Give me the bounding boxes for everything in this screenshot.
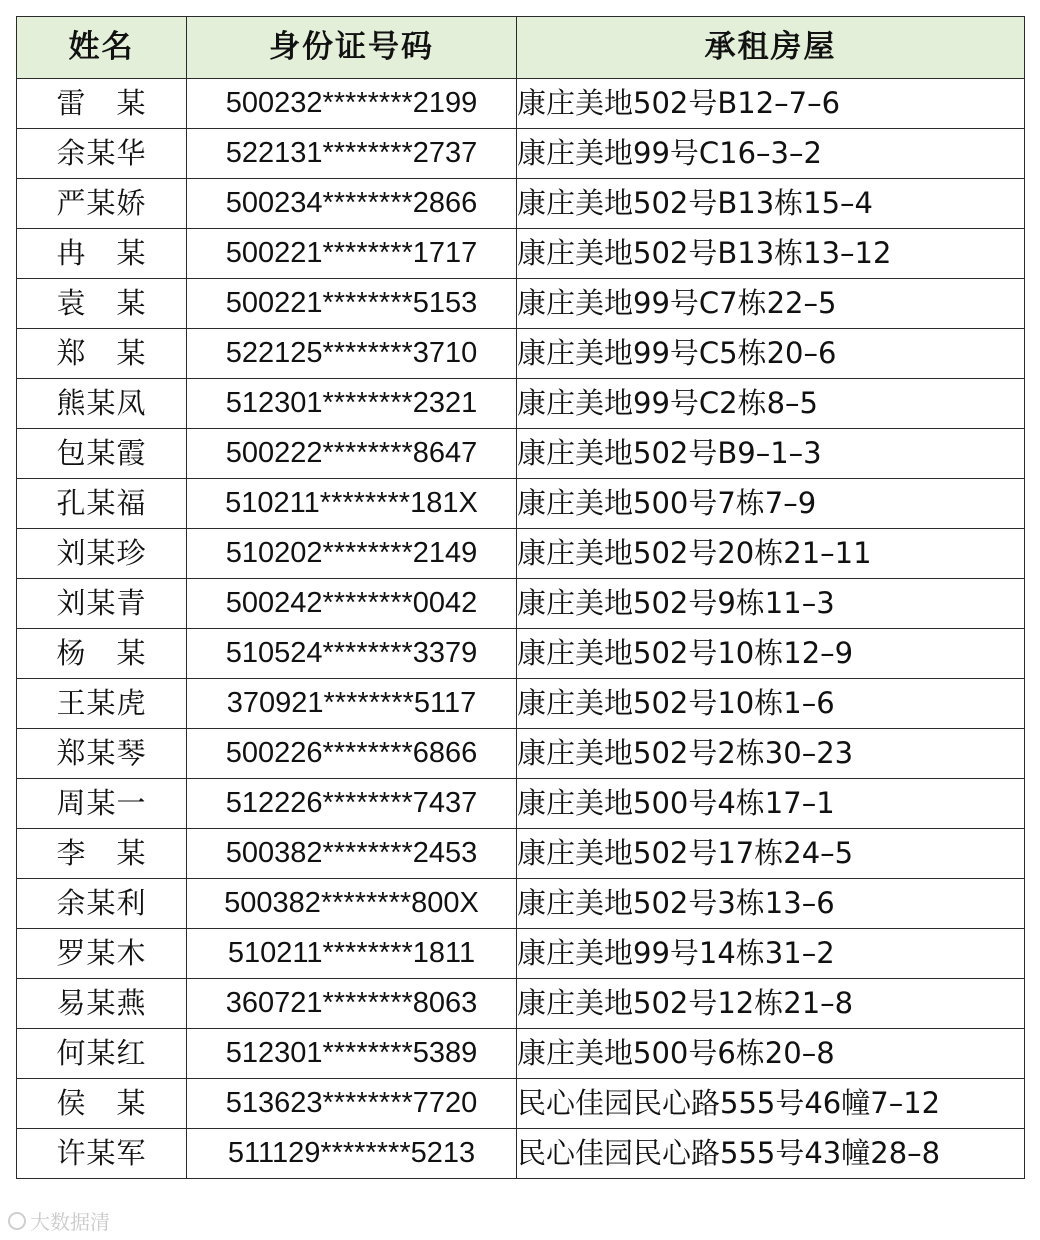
cell-id-number: 510211********1811 <box>187 929 517 979</box>
table-row <box>17 779 1025 829</box>
table-row <box>17 679 1025 729</box>
cell-id-number: 500221********5153 <box>187 279 517 329</box>
table-row <box>17 729 1025 779</box>
table-row <box>17 1129 1025 1179</box>
cell-name: 王某虎 <box>17 679 187 729</box>
table-row <box>17 379 1025 429</box>
table-row <box>17 1079 1025 1129</box>
table-row <box>17 929 1025 979</box>
cell-rented-house: 康庄美地502号10栋12–9 <box>517 629 1025 679</box>
cell-rented-house: 民心佳园民心路555号46幢7–12 <box>517 1079 1025 1129</box>
cell-rented-house: 康庄美地500号7栋7–9 <box>517 479 1025 529</box>
table-row <box>17 629 1025 679</box>
cell-rented-house: 康庄美地500号4栋17–1 <box>517 779 1025 829</box>
cell-name: 刘某珍 <box>17 529 187 579</box>
cell-id-number: 500382********2453 <box>187 829 517 879</box>
cell-id-number: 500222********8647 <box>187 429 517 479</box>
cell-name: 易某燕 <box>17 979 187 1029</box>
cell-name: 冉 某 <box>17 229 187 279</box>
cell-rented-house: 康庄美地502号B13栋13–12 <box>517 229 1025 279</box>
cell-name: 罗某木 <box>17 929 187 979</box>
header-rented-house: 承租房屋 <box>517 17 1025 79</box>
cell-name: 李 某 <box>17 829 187 879</box>
cell-name: 郑某琴 <box>17 729 187 779</box>
tenant-table-container <box>16 16 1024 1179</box>
cell-name: 周某一 <box>17 779 187 829</box>
table-header-row <box>17 17 1025 79</box>
cell-name: 余某利 <box>17 879 187 929</box>
table-row <box>17 429 1025 479</box>
cell-id-number: 360721********8063 <box>187 979 517 1029</box>
cell-rented-house: 康庄美地99号C5栋20–6 <box>517 329 1025 379</box>
cell-name: 郑 某 <box>17 329 187 379</box>
cell-name: 杨 某 <box>17 629 187 679</box>
cell-id-number: 500382********800X <box>187 879 517 929</box>
cell-id-number: 510524********3379 <box>187 629 517 679</box>
table-row <box>17 79 1025 129</box>
cell-id-number: 510211********181X <box>187 479 517 529</box>
table-row <box>17 1029 1025 1079</box>
cell-id-number: 511129********5213 <box>187 1129 517 1179</box>
watermark-logo-icon <box>8 1212 26 1230</box>
cell-id-number: 522125********3710 <box>187 329 517 379</box>
cell-id-number: 522131********2737 <box>187 129 517 179</box>
cell-id-number: 513623********7720 <box>187 1079 517 1129</box>
cell-id-number: 500226********6866 <box>187 729 517 779</box>
table-row <box>17 179 1025 229</box>
table-row <box>17 529 1025 579</box>
table-row <box>17 979 1025 1029</box>
table-row <box>17 479 1025 529</box>
table-row <box>17 129 1025 179</box>
cell-name: 侯 某 <box>17 1079 187 1129</box>
table-row <box>17 829 1025 879</box>
cell-rented-house: 康庄美地502号20栋21–11 <box>517 529 1025 579</box>
table-row <box>17 229 1025 279</box>
table-row <box>17 579 1025 629</box>
watermark-text: 大数据清 <box>30 1210 110 1234</box>
cell-id-number: 500242********0042 <box>187 579 517 629</box>
cell-rented-house: 康庄美地502号17栋24–5 <box>517 829 1025 879</box>
cell-rented-house: 康庄美地502号B12–7–6 <box>517 79 1025 129</box>
cell-rented-house: 康庄美地99号C2栋8–5 <box>517 379 1025 429</box>
cell-rented-house: 康庄美地502号2栋30–23 <box>517 729 1025 779</box>
cell-name: 孔某福 <box>17 479 187 529</box>
cell-name: 严某娇 <box>17 179 187 229</box>
cell-name: 袁 某 <box>17 279 187 329</box>
cell-rented-house: 康庄美地502号10栋1–6 <box>517 679 1025 729</box>
cell-id-number: 500221********1717 <box>187 229 517 279</box>
table-row <box>17 329 1025 379</box>
cell-id-number: 512301********5389 <box>187 1029 517 1079</box>
table-row <box>17 879 1025 929</box>
cell-rented-house: 康庄美地502号B13栋15–4 <box>517 179 1025 229</box>
cell-rented-house: 康庄美地502号12栋21–8 <box>517 979 1025 1029</box>
cell-rented-house: 康庄美地502号B9–1–3 <box>517 429 1025 479</box>
cell-name: 雷 某 <box>17 79 187 129</box>
cell-rented-house: 民心佳园民心路555号43幢28–8 <box>517 1129 1025 1179</box>
cell-name: 余某华 <box>17 129 187 179</box>
cell-rented-house: 康庄美地99号C7栋22–5 <box>517 279 1025 329</box>
cell-rented-house: 康庄美地500号6栋20–8 <box>517 1029 1025 1079</box>
cell-name: 熊某凤 <box>17 379 187 429</box>
cell-rented-house: 康庄美地99号14栋31–2 <box>517 929 1025 979</box>
cell-id-number: 500232********2199 <box>187 79 517 129</box>
cell-name: 刘某青 <box>17 579 187 629</box>
tenant-table <box>16 16 1025 1179</box>
watermark <box>8 1206 110 1235</box>
cell-rented-house: 康庄美地502号9栋11–3 <box>517 579 1025 629</box>
cell-id-number: 500234********2866 <box>187 179 517 229</box>
cell-id-number: 510202********2149 <box>187 529 517 579</box>
cell-id-number: 370921********5117 <box>187 679 517 729</box>
table-row <box>17 279 1025 329</box>
cell-rented-house: 康庄美地99号C16–3–2 <box>517 129 1025 179</box>
cell-name: 何某红 <box>17 1029 187 1079</box>
cell-id-number: 512301********2321 <box>187 379 517 429</box>
header-id-number: 身份证号码 <box>187 17 517 79</box>
cell-id-number: 512226********7437 <box>187 779 517 829</box>
cell-name: 许某军 <box>17 1129 187 1179</box>
cell-rented-house: 康庄美地502号3栋13–6 <box>517 879 1025 929</box>
header-name: 姓名 <box>17 17 187 79</box>
cell-name: 包某霞 <box>17 429 187 479</box>
